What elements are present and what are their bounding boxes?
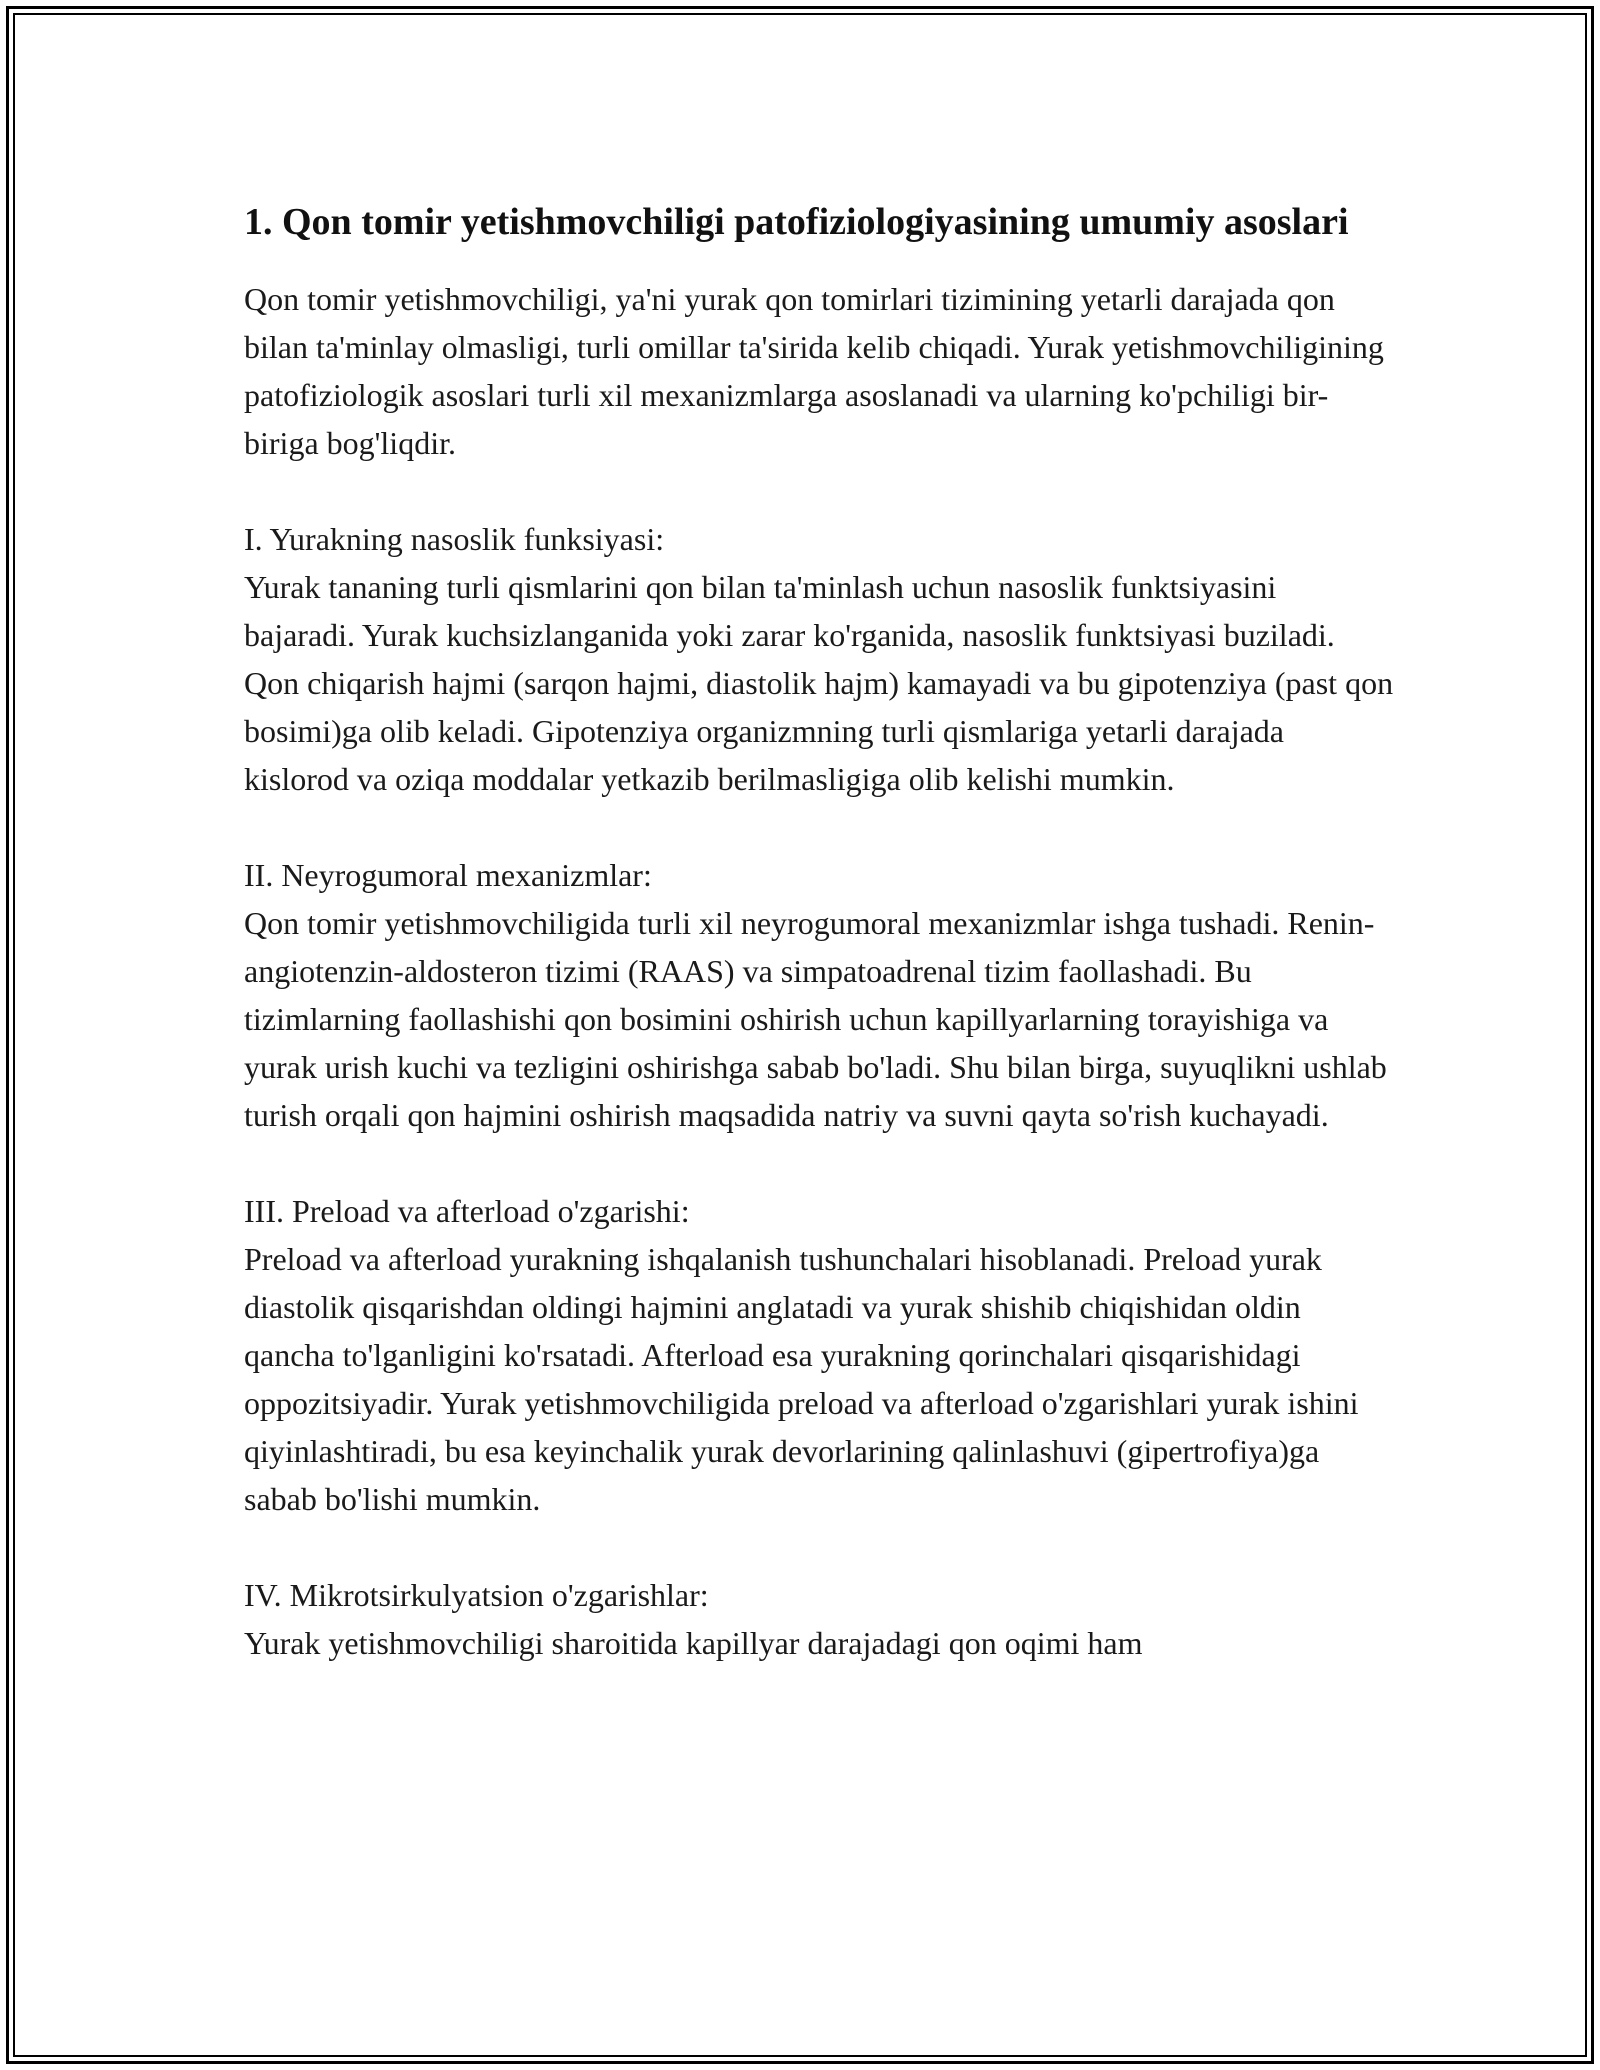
section-body: Yurak yetishmovchiligi sharoitida kapillyar darajadagi qon oqimi ham (244, 1625, 1143, 1661)
section-microcirculation (244, 1571, 1394, 1667)
section-body: Qon tomir yetishmovchiligida turli xil neyrogumoral mexanizmlar ishga tushadi. Renin-angiotenzin-aldosteron tizimi (RAAS) va simpatoadrenal tizim faollashadi. Bu tizimlarning faollashishi qon bosimini oshirish uchun kapillyarlarning torayishiga va yurak urish kuchi va tezligini oshirishga sabab bo'ladi. Shu bilan birga, suyuqlikni ushlab turish orqali qon hajmini oshirish maqsadida natriy va suvni qayta so'rish kuchayadi. (244, 905, 1387, 1133)
section-body: Preload va afterload yurakning ishqalanish tushunchalari hisoblanadi. Preload yurak diastolik qisqarishdan oldingi hajmini anglatadi va yurak shishib chiqishidan oldin qancha to'lganligini ko'rsatadi. Afterload esa yurakning qorinchalari qisqarishidagi oppozitsiyadir. Yurak yetishmovchiligida preload va afterload o'zgarishlari yurak ishini qiyinlashtiradi, bu esa keyinchalik yurak devorlarining qalinlashuvi (gipertrofiya)ga sabab bo'lishi mumkin. (244, 1241, 1359, 1517)
section-preload-afterload (244, 1187, 1394, 1523)
page-border (6, 6, 1594, 2064)
section-neurohumoral (244, 851, 1394, 1139)
page-border-inner (13, 13, 1587, 2057)
section-heading: IV. Mikrotsirkulyatsion o'zgarishlar: (244, 1577, 709, 1613)
section-pump-function (244, 515, 1394, 803)
document-title: 1. Qon tomir yetishmovchiligi patofiziologiyasining umumiy asoslari (244, 201, 1349, 243)
document-content (244, 195, 1394, 1715)
section-body: Yurak tananing turli qismlarini qon bilan ta'minlash uchun nasoslik funktsiyasini bajaradi. Yurak kuchsizlanganida yoki zarar ko'rganida, nasoslik funktsiyasi buziladi. Qon chiqarish hajmi (sarqon hajmi, diastolik hajm) kamayadi va bu gipotenziya (past qon bosimi)ga olib keladi. Gipotenziya organizmning turli qismlariga yetarli darajada kislorod va oziqa moddalar yetkazib berilmasligiga olib kelishi mumkin. (244, 569, 1394, 797)
section-heading: I. Yurakning nasoslik funksiyasi: (244, 521, 665, 557)
section-heading: II. Neyrogumoral mexanizmlar: (244, 857, 652, 893)
section-heading: III. Preload va afterload o'zgarishi: (244, 1193, 690, 1229)
intro-paragraph: Qon tomir yetishmovchiligi, ya'ni yurak qon tomirlari tizimining yetarli darajada qon bilan ta'minlay olmasligi, turli omillar ta'sirida kelib chiqadi. Yurak yetishmovchiligining patofiziologik asoslari turli xil mexanizmlarga asoslanadi va ularning ko'pchiligi bir-biriga bog'liqdir. (244, 281, 1384, 461)
